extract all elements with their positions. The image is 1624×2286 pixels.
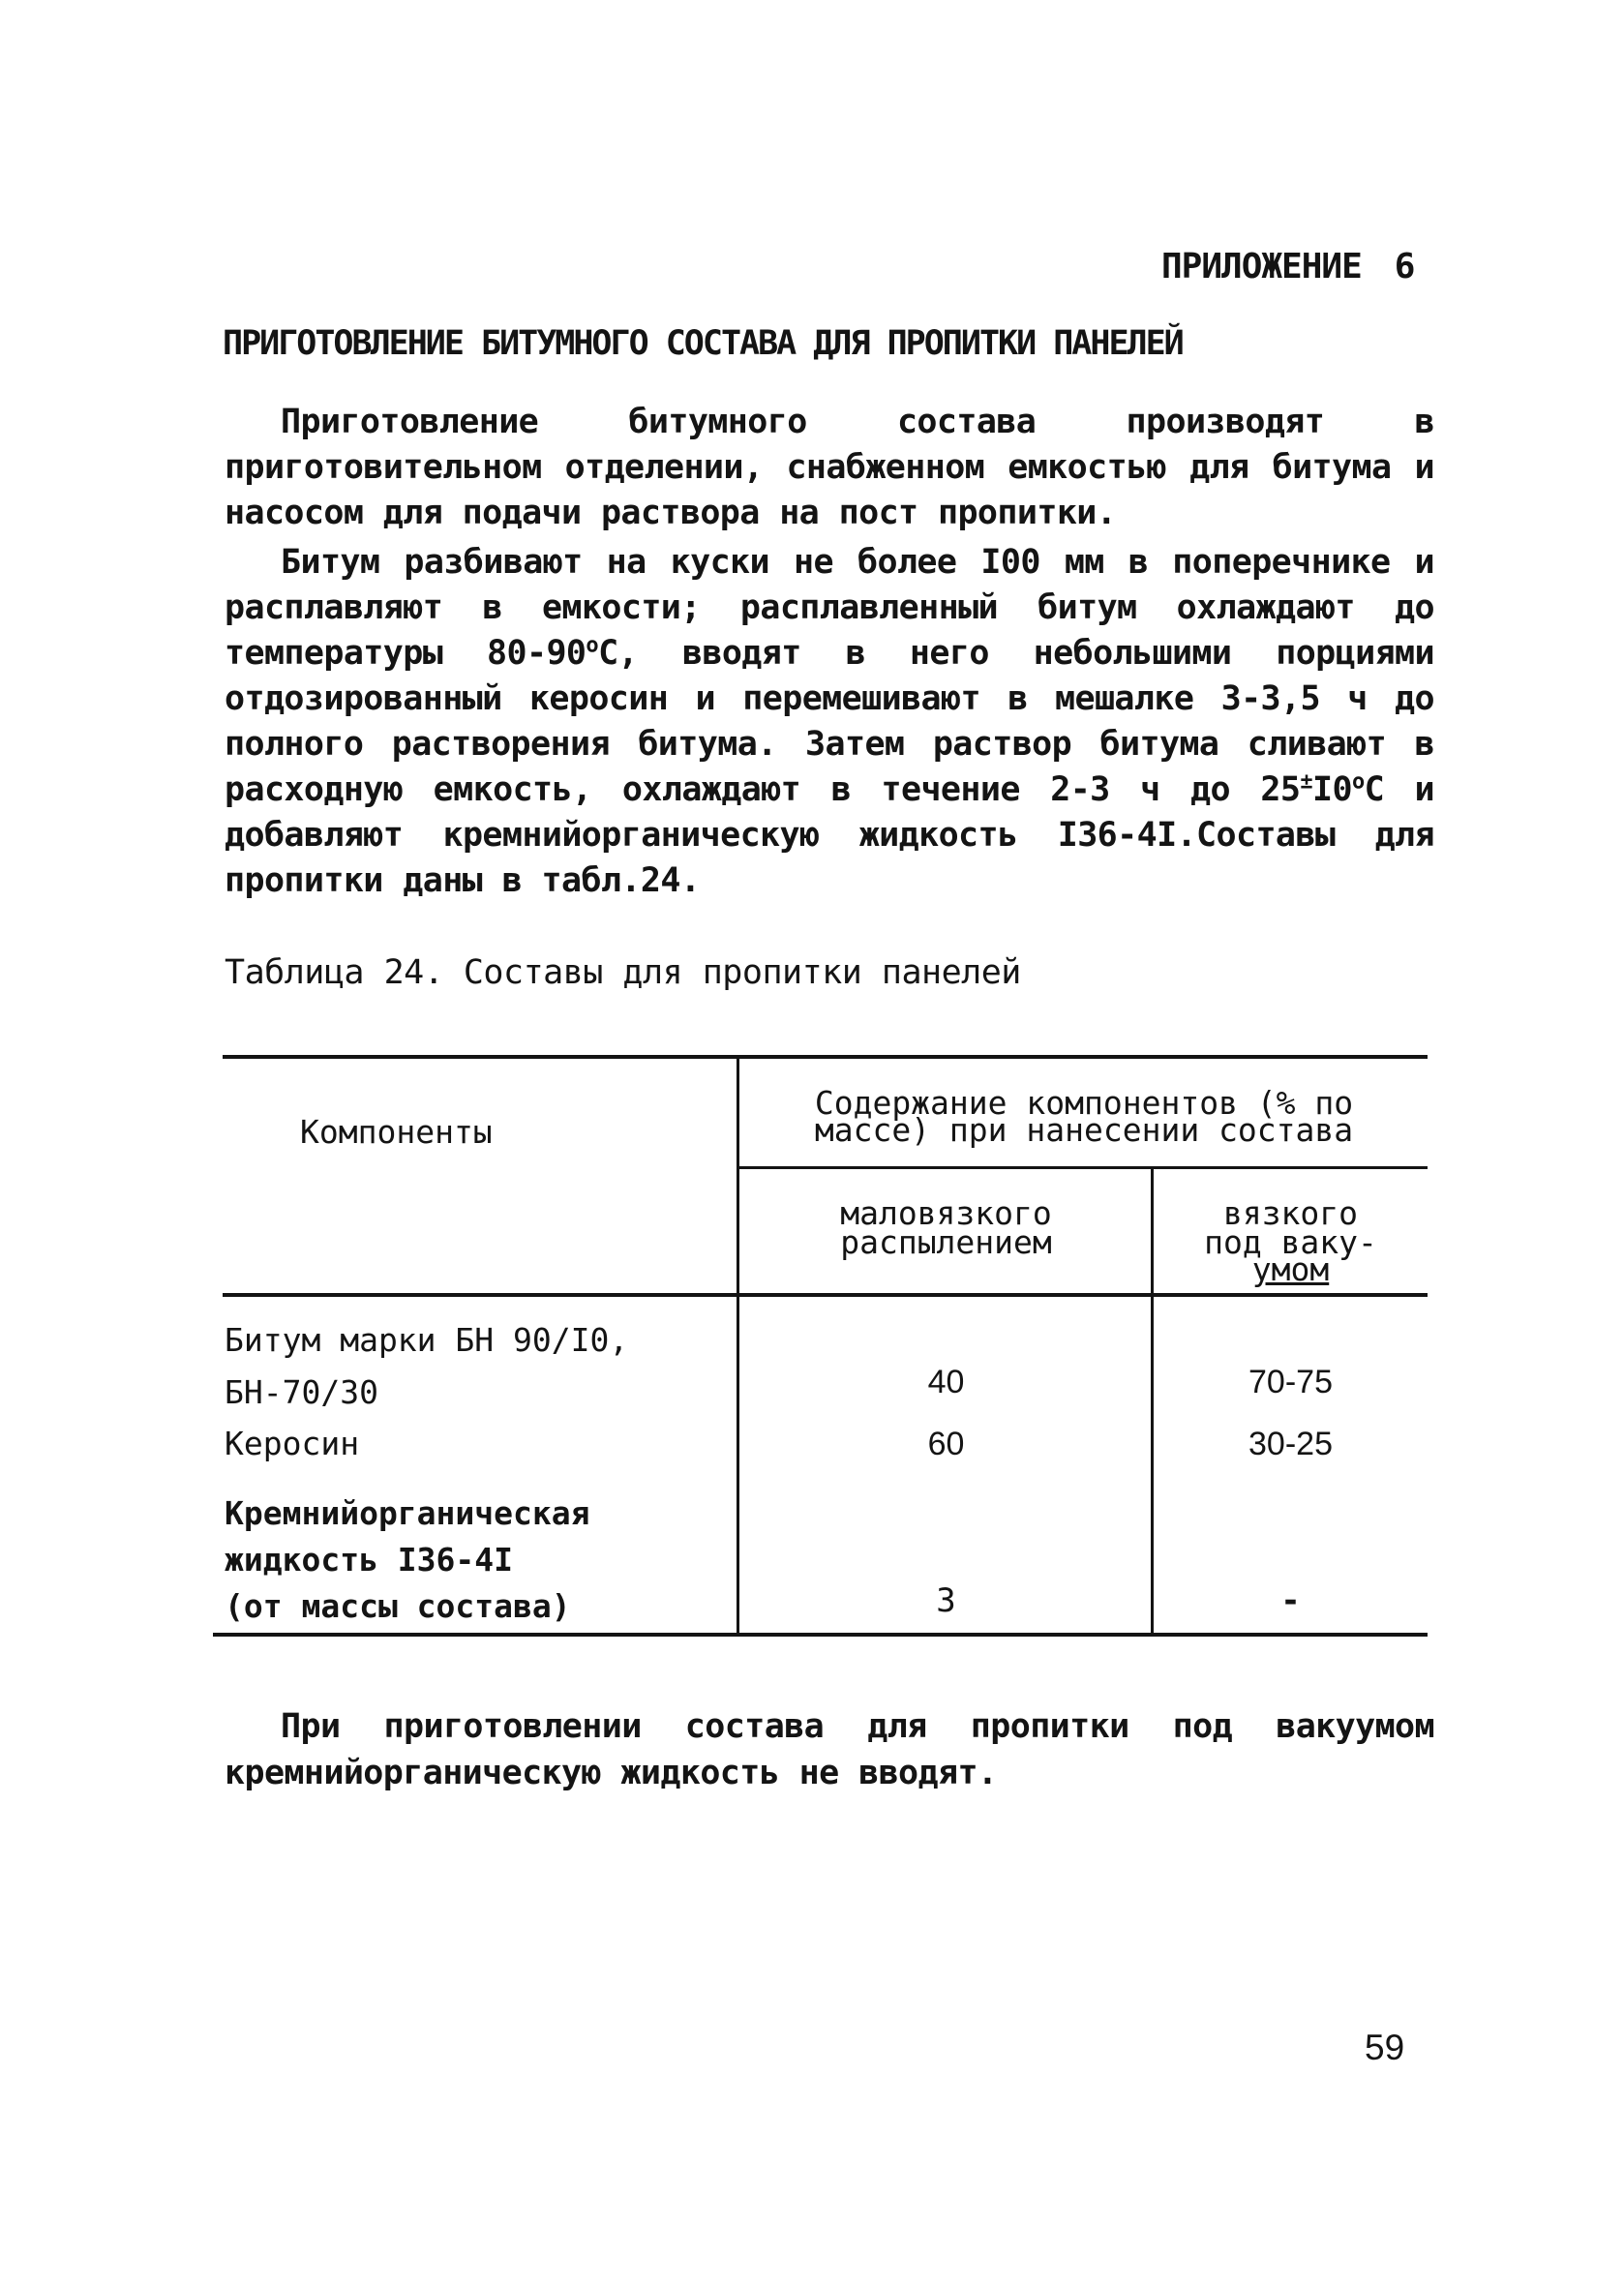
appendix-label-text: ПРИЛОЖЕНИЕ <box>1161 247 1362 286</box>
paragraph-2-part-d: С и добавляют кремнийорганическую жидкость I36-4I.Составы для пропитки даны в табл.24. <box>225 770 1434 900</box>
row-2-name-line-1: Керосин <box>225 1425 360 1462</box>
degree-symbol: o <box>586 633 599 658</box>
paragraph-2-part-a: Битум разбивают на куски не более I00 мм в поперечнике и расплавляют в емкости; расплавленный битум охлаждают до температуры 80-90 <box>225 543 1434 673</box>
subheader-low-line-2: распылением <box>840 1223 1052 1261</box>
row-3-name-line-3: (от массы состава) <box>225 1587 571 1625</box>
row-2-low: 60 <box>927 1426 965 1462</box>
header-content-line-1: Содержание компонентов (% по <box>814 1084 1354 1122</box>
table-col-divider-1 <box>737 1055 739 1636</box>
table-caption: Таблица 24. Составы для пропитки панелей <box>225 953 1021 992</box>
row-1-high: 70-75 <box>1248 1364 1333 1400</box>
row-3-name-line-2: жидкость I36-4I <box>225 1541 514 1579</box>
table-bottom-rule <box>213 1633 1428 1637</box>
row-2-high: 30-25 <box>1248 1426 1333 1462</box>
table-subheader-rule <box>737 1166 1428 1169</box>
row-3-high: - <box>1280 1581 1301 1620</box>
degree-symbol-2: o <box>1351 769 1365 795</box>
paragraph-1: Приготовление битумного состава производят в приготовительном отделении, снабженном емкостью для битума и насосом для подачи раствора на пост пропитки. <box>225 403 1434 532</box>
row-3-name <box>225 1490 590 1630</box>
footer-note: При приготовлении состава для пропитки под вакуумом кремнийорганическую жидкость не вводят. <box>225 1707 1434 1792</box>
paragraph-2 <box>225 540 1434 904</box>
row-3-name-line-1: Кремнийорганическая <box>225 1494 590 1532</box>
paragraph-2-part-c: I0 <box>1312 770 1352 809</box>
appendix-label <box>1161 247 1414 286</box>
header-components: Компоненты <box>300 1113 493 1151</box>
subheader-high-viscosity <box>1158 1196 1424 1287</box>
subheader-low-viscosity <box>745 1196 1147 1260</box>
row-1-name-line-1: Битум марки БН 90/I0, <box>225 1321 629 1359</box>
subheader-low-line-1: маловязкого <box>840 1194 1052 1232</box>
row-2-name <box>225 1427 359 1461</box>
header-content <box>745 1086 1423 1148</box>
header-content-line-2: массе) при нанесении состава <box>814 1111 1354 1149</box>
page-number: 59 <box>1365 2028 1405 2067</box>
appendix-number: 6 <box>1394 247 1415 286</box>
row-1-low: 40 <box>927 1364 965 1400</box>
row-3-low: 3 <box>936 1581 956 1620</box>
table-header-bottom-rule <box>223 1293 1428 1297</box>
subheader-high-line-2: под ваку- <box>1204 1223 1377 1261</box>
paragraph-2-part-b: С, вводят в него небольшими порциями отдозированный керосин и перемешивают в мешалке 3-3,5 ч до полного растворения битума. Затем раствор битума сливают в расходную емкость, охлаждают в течение 2-3 ч до 25 <box>225 634 1435 809</box>
row-1-name-line-2: БН-70/30 <box>225 1373 378 1411</box>
subheader-high-line-1: вязкого <box>1222 1194 1359 1232</box>
row-1-name <box>225 1314 628 1419</box>
table-col-divider-2 <box>1151 1166 1154 1636</box>
plusminus-symbol: ± <box>1300 769 1312 795</box>
table-top-rule <box>223 1055 1428 1059</box>
page-title: ПРИГОТОВЛЕНИЕ БИТУМНОГО СОСТАВА ДЛЯ ПРОПИТКИ ПАНЕЛЕЙ <box>223 324 1183 363</box>
subheader-high-line-3: умом <box>1251 1250 1330 1288</box>
